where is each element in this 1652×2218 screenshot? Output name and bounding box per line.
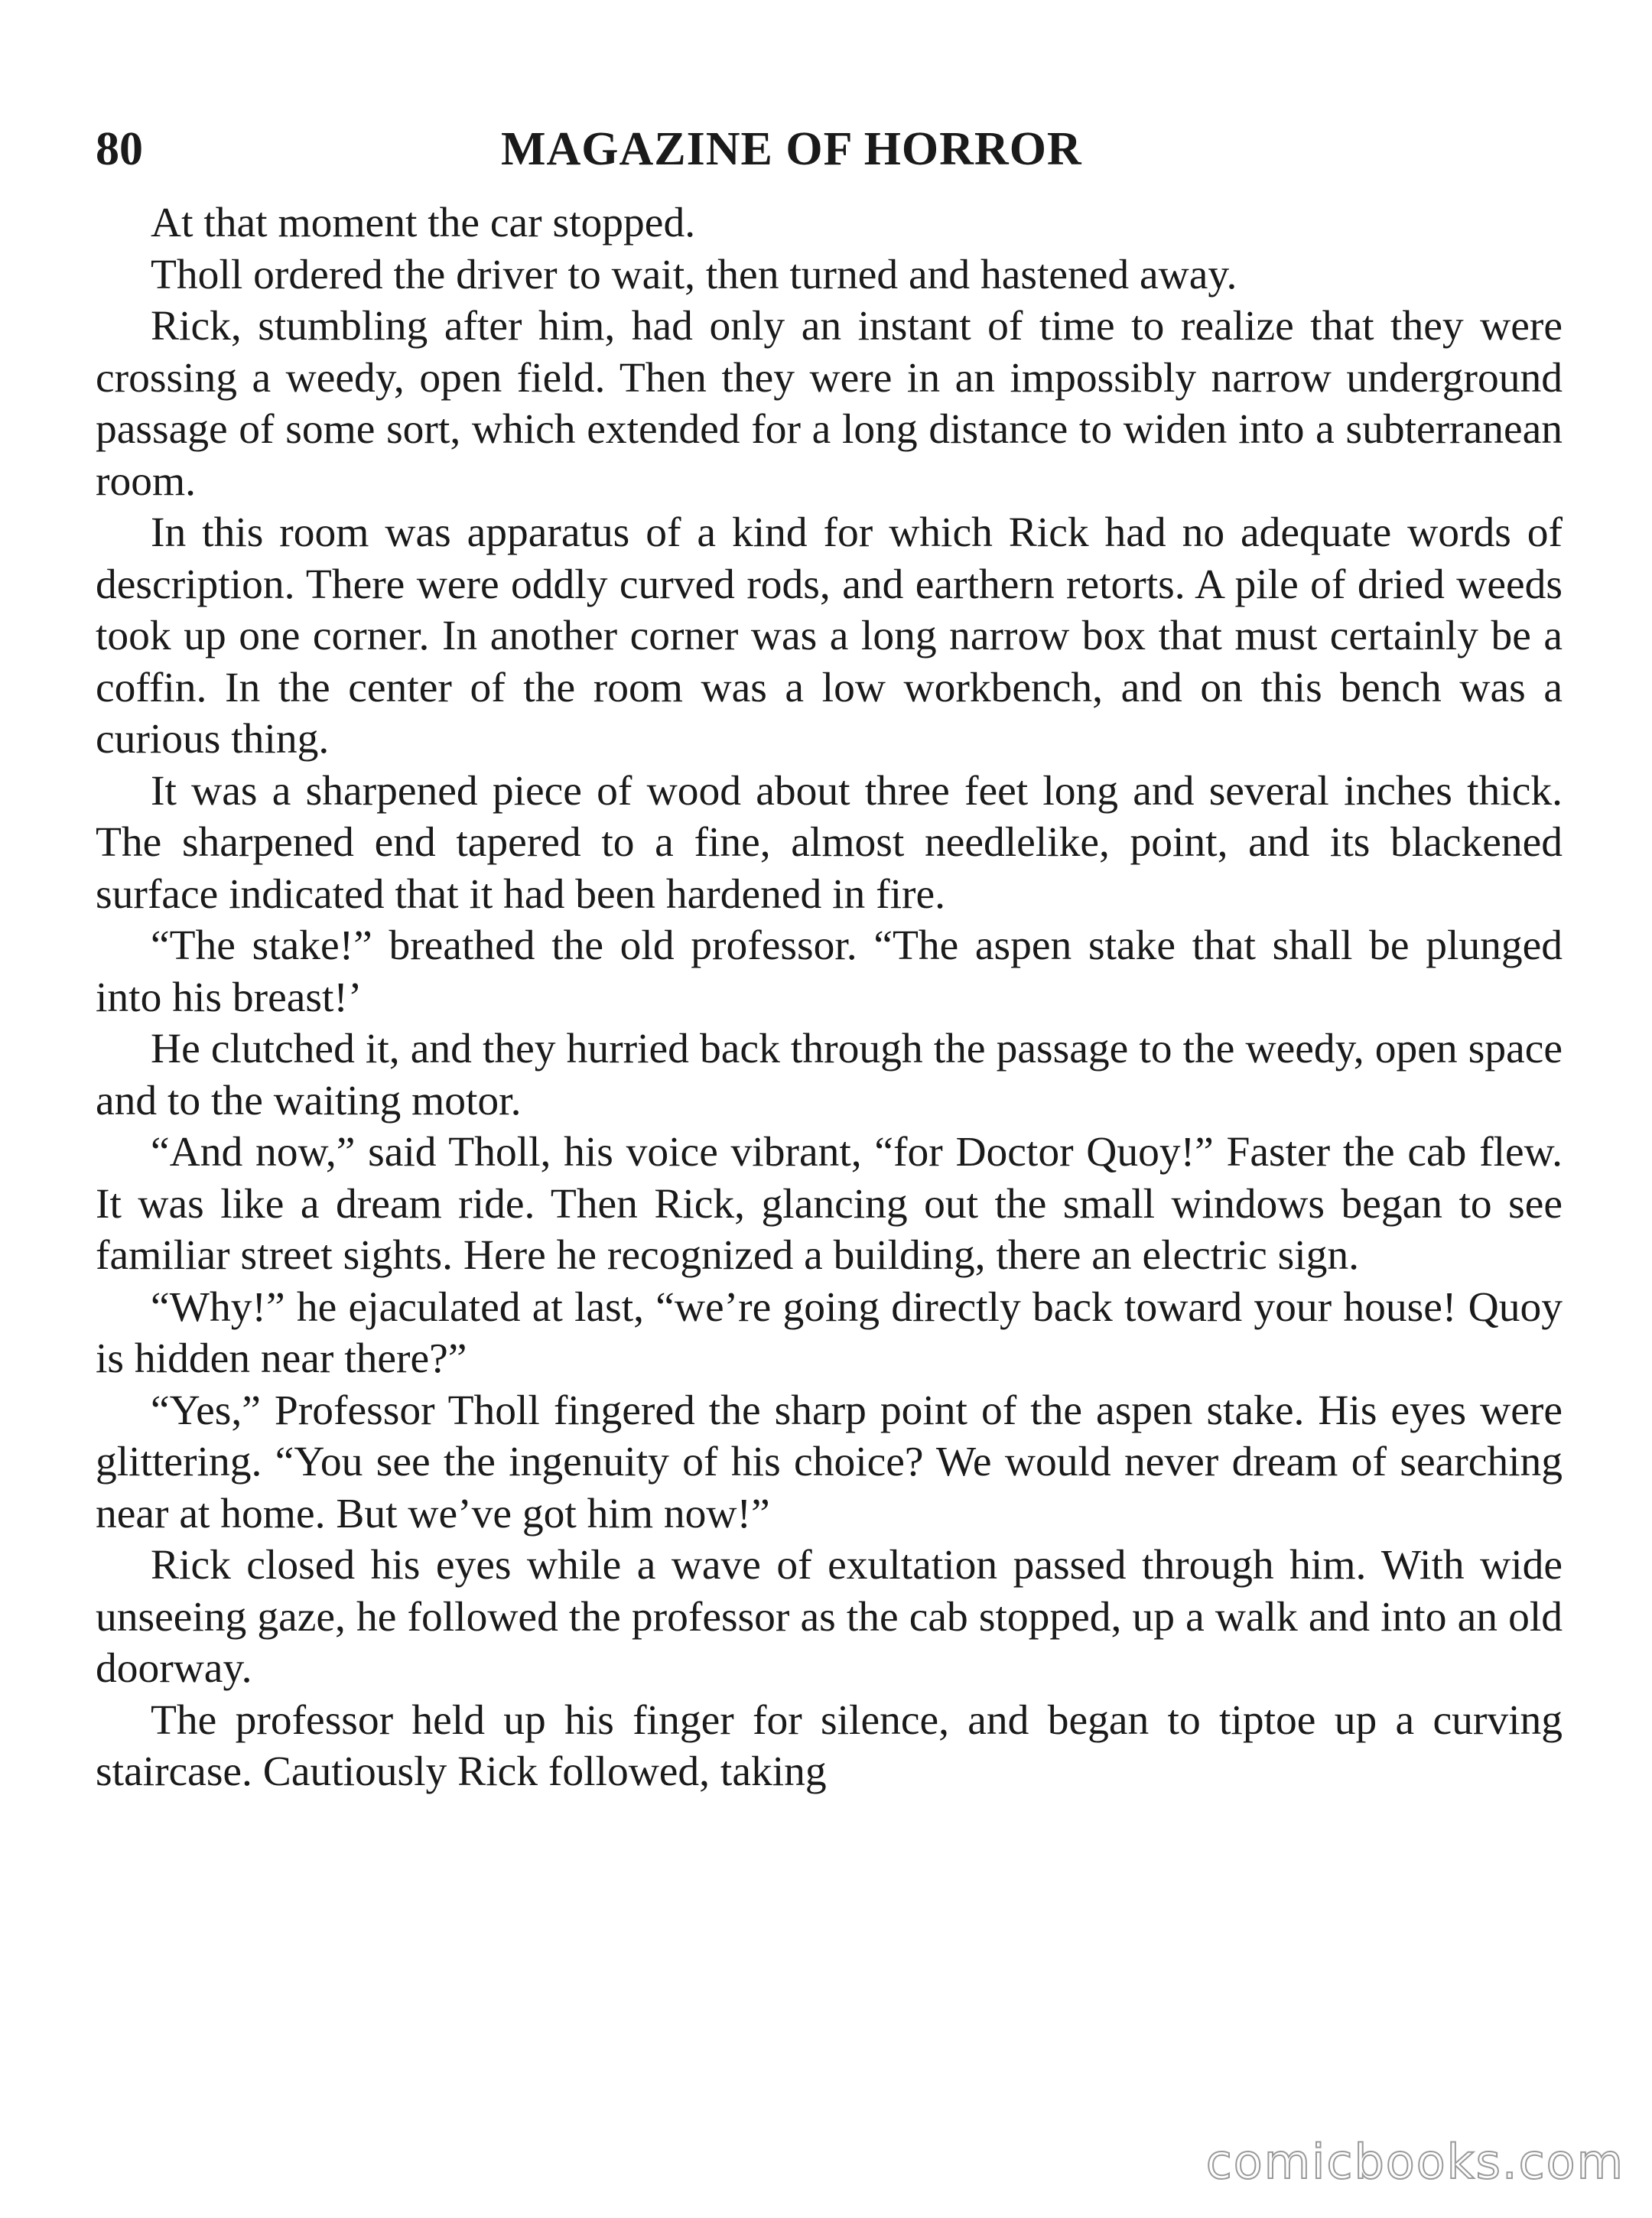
paragraph: Rick closed his eyes while a wave of exultation passed through him. With wide unseeing gaze, he followed the professor as the cab stopped, up a walk and into an old doorway. <box>96 1542 1563 1692</box>
page-number: 80 <box>96 123 143 175</box>
magazine-title: MAGAZINE OF HORROR <box>501 123 1082 175</box>
paragraph: The professor held up his finger for silence, and began to tiptoe up a curving staircase. Cautiously Rick followed, taking <box>96 1696 1563 1795</box>
paragraph: Rick, stumbling after him, had only an instant of time to realize that they were crossing a weedy, open field. Then they were in an impossibly narrow underground passage of some sort, which extended for a long distance to widen into a subterranean room. <box>96 303 1563 505</box>
paragraph: “And now,” said Tholl, his voice vibrant, “for Doctor Quoy!” Faster the cab flew. It was like a dream ride. Then Rick, glancing out the small windows began to see familiar street sights. Here he recognized a building, there an electric sign. <box>96 1129 1563 1279</box>
paragraph: In this room was apparatus of a kind for which Rick had no adequate words of description. There were oddly curved rods, and earthern retorts. A pile of dried weeds took up one corner. In another corner was a long narrow box that must certainly be a coffin. In the center of the room was a low workbench, and on this bench was a curious thing. <box>96 509 1563 763</box>
paragraph: “The stake!” breathed the old professor. “The aspen stake that shall be plunged into his breast!’ <box>96 922 1563 1021</box>
paragraph: He clutched it, and they hurried back through the passage to the weedy, open space and to the waiting motor. <box>96 1026 1563 1124</box>
paragraph: Tholl ordered the driver to wait, then turned and hastened away. <box>151 251 1237 298</box>
book-page <box>96 115 1563 1798</box>
running-head <box>96 115 1563 184</box>
paragraph: “Why!” he ejaculated at last, “we’re going directly back toward your house! Quoy is hidden near there?” <box>96 1283 1563 1382</box>
watermark: comicbooks.com <box>1205 2134 1624 2190</box>
paragraph: At that moment the car stopped. <box>151 200 696 246</box>
story-text <box>96 197 1563 1798</box>
paragraph: “Yes,” Professor Tholl fingered the sharp point of the aspen stake. His eyes were glittering. “You see the ingenuity of his choice? We would never dream of searching near at home. But we’ve got him now!” <box>96 1387 1563 1537</box>
paragraph: It was a sharpened piece of wood about three feet long and several inches thick. The sharpened end tapered to a fine, almost needlelike, point, and its blackened surface indicated that it had been hardened in fire. <box>96 767 1563 918</box>
